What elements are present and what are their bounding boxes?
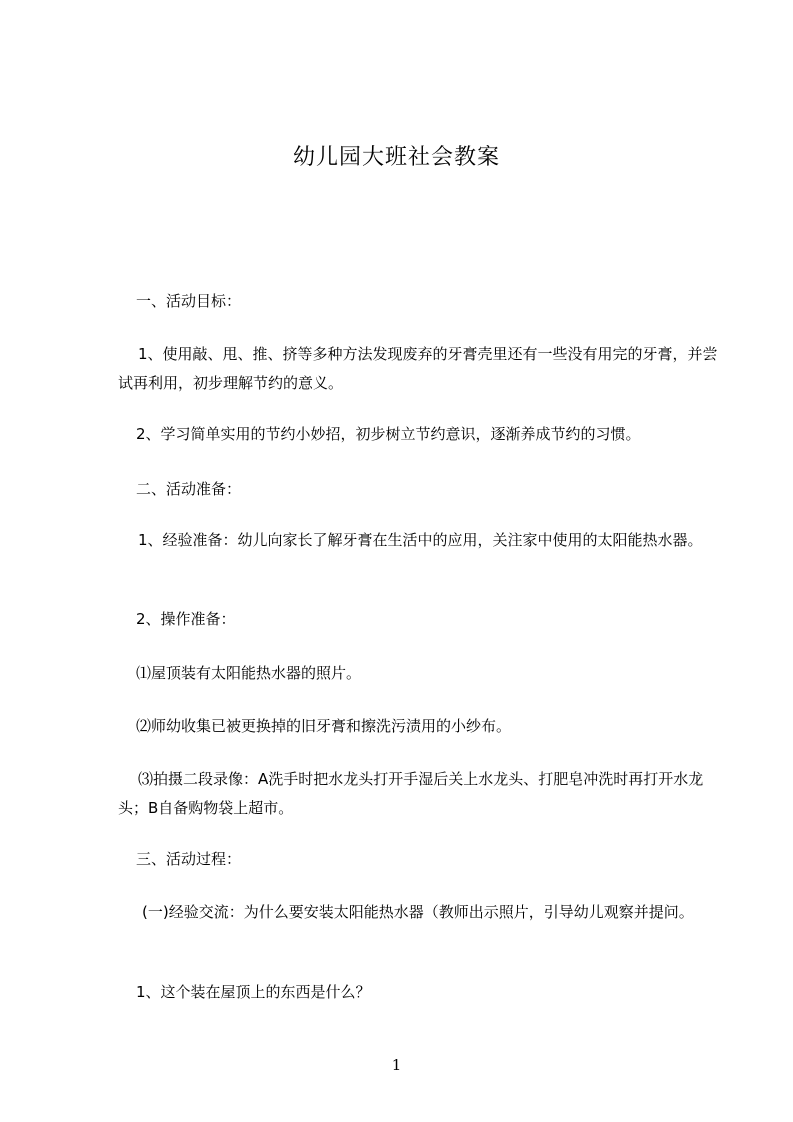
section-heading-process <box>118 845 718 874</box>
paragraph-question-1 <box>118 978 718 1007</box>
document-title: 幼儿园大班社会教案 <box>292 145 500 170</box>
section-heading-preparation <box>118 475 718 504</box>
paragraph-goal-2 <box>118 420 718 449</box>
paragraph-text: 一、活动目标： <box>136 292 242 310</box>
paragraph-text: 三、活动过程： <box>136 850 242 868</box>
paragraph-text: ⑶拍摄二段录像：A洗手时把水龙头打开手湿后关上水龙头、打肥皂冲洗时再打开水龙头；B自备购物袋上超市。 <box>118 770 704 817</box>
paragraph-process-1 <box>118 898 718 927</box>
paragraph-text: 2、学习简单实用的节约小妙招，初步树立节约意识，逐渐养成节约的习惯。 <box>136 425 641 443</box>
paragraph-text: 1、经验准备：幼儿向家长了解牙膏在生活中的应用，关注家中使用的太阳能热水器。 <box>138 531 703 549</box>
paragraph-text: 1、使用敲、甩、推、挤等多种方法发现废弃的牙膏壳里还有一些没有用完的牙膏，并尝试再利用，初步理解节约的意义。 <box>118 345 718 392</box>
paragraph-prep-2-item-1 <box>118 659 718 688</box>
paragraph-prep-2-item-3 <box>118 765 718 823</box>
paragraph-prep-1 <box>118 526 718 555</box>
paragraph-text: 二、活动准备： <box>136 480 242 498</box>
paragraph-text: 1、这个装在屋顶上的东西是什么？ <box>136 983 371 1001</box>
section-heading-goals <box>118 287 718 316</box>
paragraph-goal-1 <box>118 340 718 398</box>
paragraph-text: ⑵师幼收集已被更换掉的旧牙膏和擦洗污渍用的小纱布。 <box>136 717 512 735</box>
paragraph-text: 2、操作准备： <box>136 610 236 628</box>
paragraph-prep-2-item-2 <box>118 712 718 741</box>
page-number: 1 <box>391 1056 402 1074</box>
paragraph-prep-2 <box>118 605 718 634</box>
paragraph-text: (一)经验交流：为什么要安装太阳能热水器（教师出示照片，引导幼儿观察并提问。 <box>142 903 694 921</box>
paragraph-text: ⑴屋顶装有太阳能热水器的照片。 <box>136 664 362 682</box>
